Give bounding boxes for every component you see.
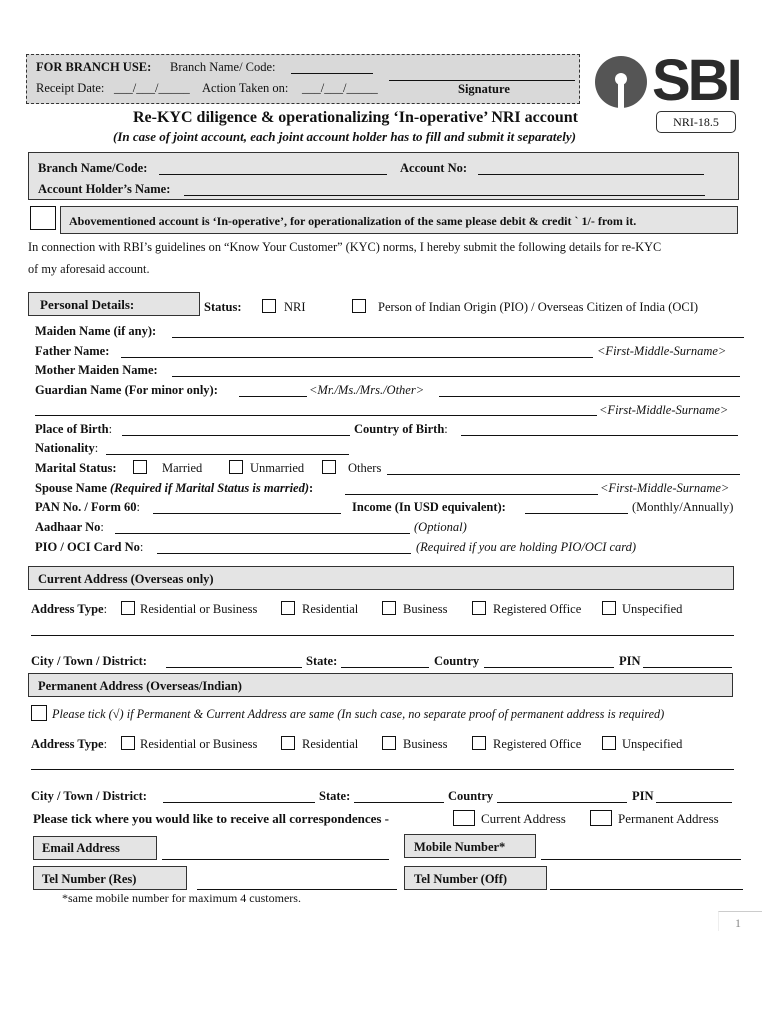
- permanent-type-business-checkbox[interactable]: [382, 736, 396, 750]
- spouse-name-field[interactable]: [345, 494, 598, 495]
- mobile-field[interactable]: [541, 859, 741, 860]
- current-type-res-business-label: Residential or Business: [140, 602, 258, 616]
- father-name-label: Father Name:: [35, 344, 110, 358]
- correspondence-current-checkbox[interactable]: [453, 810, 475, 826]
- correspondence-current-label: Current Address: [481, 811, 566, 826]
- current-country-label: Country: [434, 654, 480, 668]
- guardian-title-hint: <Mr./Ms./Mrs./Other>: [309, 383, 425, 397]
- account-holder-field[interactable]: [184, 195, 705, 196]
- pio-card-label: PIO / OCI Card No:: [35, 540, 144, 554]
- current-type-residential-label: Residential: [302, 602, 359, 616]
- account-branch-field[interactable]: [159, 174, 387, 175]
- email-label: Email Address: [42, 841, 120, 855]
- current-type-registered-office-label: Registered Office: [493, 602, 582, 616]
- current-country-field[interactable]: [484, 667, 614, 668]
- current-address-line-field[interactable]: [31, 635, 734, 636]
- place-of-birth-field[interactable]: [122, 435, 350, 436]
- current-type-residential-checkbox[interactable]: [281, 601, 295, 615]
- marital-unmarried-checkbox[interactable]: [229, 460, 243, 474]
- intro-line-2: of my aforesaid account.: [28, 262, 150, 276]
- permanent-type-business-label: Business: [403, 737, 448, 751]
- current-type-business-label: Business: [403, 602, 448, 616]
- maiden-name-label: Maiden Name (if any):: [35, 324, 157, 338]
- sbi-logo: [592, 48, 752, 113]
- mobile-footnote: *same mobile number for maximum 4 customers.: [62, 891, 301, 905]
- father-name-hint: <First-Middle-Surname>: [597, 344, 727, 358]
- form-code-badge: NRI-18.5: [656, 111, 736, 133]
- marital-married-label: Married: [162, 461, 203, 475]
- spouse-name-hint: <First-Middle-Surname>: [600, 481, 730, 495]
- current-type-res-business-checkbox[interactable]: [121, 601, 135, 615]
- page-title: Re-KYC diligence & operationalizing ‘In-operative’ NRI account: [133, 109, 578, 126]
- aadhaar-label: Aadhaar No:: [35, 520, 104, 534]
- status-nri-label: NRI: [284, 300, 306, 314]
- email-field[interactable]: [162, 859, 389, 860]
- status-label: Status:: [204, 300, 242, 314]
- tel-res-label: Tel Number (Res): [42, 872, 137, 886]
- correspondence-label: Please tick where you would like to receive all correspondences -: [33, 811, 390, 826]
- tel-off-field[interactable]: [550, 889, 743, 890]
- action-taken-label: Action Taken on:: [202, 81, 289, 95]
- current-city-field[interactable]: [166, 667, 302, 668]
- marital-others-checkbox[interactable]: [322, 460, 336, 474]
- permanent-country-label: Country: [448, 789, 494, 803]
- mother-maiden-label: Mother Maiden Name:: [35, 363, 158, 377]
- status-pio-oci-label: Person of Indian Origin (PIO) / Overseas Citizen of India (OCI): [378, 300, 699, 314]
- permanent-type-unspecified-checkbox[interactable]: [602, 736, 616, 750]
- current-state-field[interactable]: [341, 667, 429, 668]
- action-taken-field[interactable]: ___/___/_____: [302, 81, 378, 95]
- same-address-note: Please tick (√) if Permanent & Current Address are same (In such case, no separate proof of permanent address is required): [52, 707, 665, 721]
- account-holder-label: Account Holder’s Name:: [38, 182, 171, 196]
- receipt-date-field[interactable]: ___/___/_____: [114, 81, 190, 95]
- guardian-name-field[interactable]: [439, 396, 740, 397]
- country-of-birth-field[interactable]: [461, 435, 738, 436]
- permanent-city-field[interactable]: [163, 802, 315, 803]
- permanent-pin-label: PIN: [632, 789, 654, 803]
- permanent-type-unspecified-label: Unspecified: [622, 737, 683, 751]
- permanent-type-registered-office-checkbox[interactable]: [472, 736, 486, 750]
- tel-off-label: Tel Number (Off): [414, 872, 508, 886]
- permanent-pin-field[interactable]: [656, 802, 732, 803]
- marital-unmarried-label: Unmarried: [250, 461, 305, 475]
- current-type-unspecified-checkbox[interactable]: [602, 601, 616, 615]
- maiden-name-field[interactable]: [172, 337, 744, 338]
- signature-line[interactable]: [389, 80, 575, 81]
- permanent-address-heading: Permanent Address (Overseas/Indian): [38, 679, 242, 693]
- nationality-field[interactable]: [106, 454, 349, 455]
- permanent-city-label: City / Town / District:: [31, 789, 147, 803]
- account-no-field[interactable]: [478, 174, 704, 175]
- sbi-logo-text: SBI: [652, 48, 740, 113]
- permanent-address-line-field[interactable]: [31, 769, 734, 770]
- guardian-name-hint: <First-Middle-Surname>: [599, 403, 729, 417]
- income-field[interactable]: [525, 513, 628, 514]
- aadhaar-optional: (Optional): [414, 520, 467, 534]
- mobile-label: Mobile Number*: [414, 840, 506, 854]
- father-name-field[interactable]: [121, 357, 593, 358]
- current-type-business-checkbox[interactable]: [382, 601, 396, 615]
- signature-label: Signature: [458, 82, 510, 96]
- tel-res-field[interactable]: [197, 889, 397, 890]
- inoperative-checkbox[interactable]: [30, 206, 56, 230]
- marital-others-label: Others: [348, 461, 382, 475]
- income-period-label: (Monthly/Annually): [632, 500, 734, 514]
- current-city-label: City / Town / District:: [31, 654, 147, 668]
- marital-others-field[interactable]: [387, 474, 740, 475]
- marital-status-label: Marital Status:: [35, 461, 117, 475]
- current-type-unspecified-label: Unspecified: [622, 602, 683, 616]
- same-address-checkbox[interactable]: [31, 705, 47, 721]
- page-number: 1: [735, 916, 741, 930]
- permanent-type-res-business-checkbox[interactable]: [121, 736, 135, 750]
- place-of-birth-label: Place of Birth:: [35, 422, 113, 436]
- current-address-type-label: Address Type:: [31, 602, 108, 616]
- correspondence-permanent-checkbox[interactable]: [590, 810, 612, 826]
- sbi-logo-mark-icon: [592, 53, 654, 111]
- permanent-type-residential-label: Residential: [302, 737, 359, 751]
- permanent-country-field[interactable]: [497, 802, 627, 803]
- current-pin-label: PIN: [619, 654, 641, 668]
- page-subtitle: (In case of joint account, each joint account holder has to fill and submit it separately): [113, 129, 576, 144]
- permanent-address-type-label: Address Type:: [31, 737, 108, 751]
- nationality-label: Nationality:: [35, 441, 99, 455]
- branch-code-field[interactable]: [291, 73, 373, 74]
- branch-name-code-label: Branch Name/ Code:: [170, 60, 276, 74]
- marital-married-checkbox[interactable]: [133, 460, 147, 474]
- aadhaar-field[interactable]: [115, 533, 410, 534]
- current-address-heading: Current Address (Overseas only): [38, 572, 214, 586]
- guardian-name-field-2[interactable]: [35, 415, 597, 416]
- spouse-name-label: Spouse Name (Required if Marital Status is married):: [35, 481, 314, 495]
- permanent-type-res-business-label: Residential or Business: [140, 737, 258, 751]
- branch-use-heading: FOR BRANCH USE:: [36, 60, 152, 74]
- mother-maiden-field[interactable]: [172, 376, 740, 377]
- guardian-title-field[interactable]: [239, 396, 307, 397]
- pio-card-field[interactable]: [157, 553, 411, 554]
- inoperative-note: Abovementioned account is ‘In-operative’, for operationalization of the same please debit & credit ` 1/- from it.: [69, 214, 637, 228]
- intro-line-1: In connection with RBI’s guidelines on “Know Your Customer” (KYC) norms, I hereby submit the following details for re-KYC: [28, 240, 662, 254]
- permanent-state-label: State:: [319, 789, 351, 803]
- permanent-type-registered-office-label: Registered Office: [493, 737, 582, 751]
- correspondence-permanent-label: Permanent Address: [618, 811, 719, 826]
- pan-field[interactable]: [153, 513, 341, 514]
- pio-card-note: (Required if you are holding PIO/OCI card): [416, 540, 637, 554]
- income-label: Income (In USD equivalent):: [352, 500, 506, 514]
- receipt-date-label: Receipt Date:: [36, 81, 105, 95]
- current-state-label: State:: [306, 654, 338, 668]
- status-pio-oci-checkbox[interactable]: [352, 299, 366, 313]
- country-of-birth-label: Country of Birth:: [354, 422, 448, 436]
- account-branch-label: Branch Name/Code:: [38, 161, 148, 175]
- personal-details-heading: Personal Details:: [40, 297, 135, 312]
- current-pin-field[interactable]: [643, 667, 732, 668]
- guardian-name-label: Guardian Name (For minor only):: [35, 383, 218, 397]
- account-no-label: Account No:: [400, 161, 468, 175]
- permanent-state-field[interactable]: [354, 802, 444, 803]
- status-nri-checkbox[interactable]: [262, 299, 276, 313]
- pan-label: PAN No. / Form 60:: [35, 500, 140, 514]
- permanent-type-residential-checkbox[interactable]: [281, 736, 295, 750]
- current-type-registered-office-checkbox[interactable]: [472, 601, 486, 615]
